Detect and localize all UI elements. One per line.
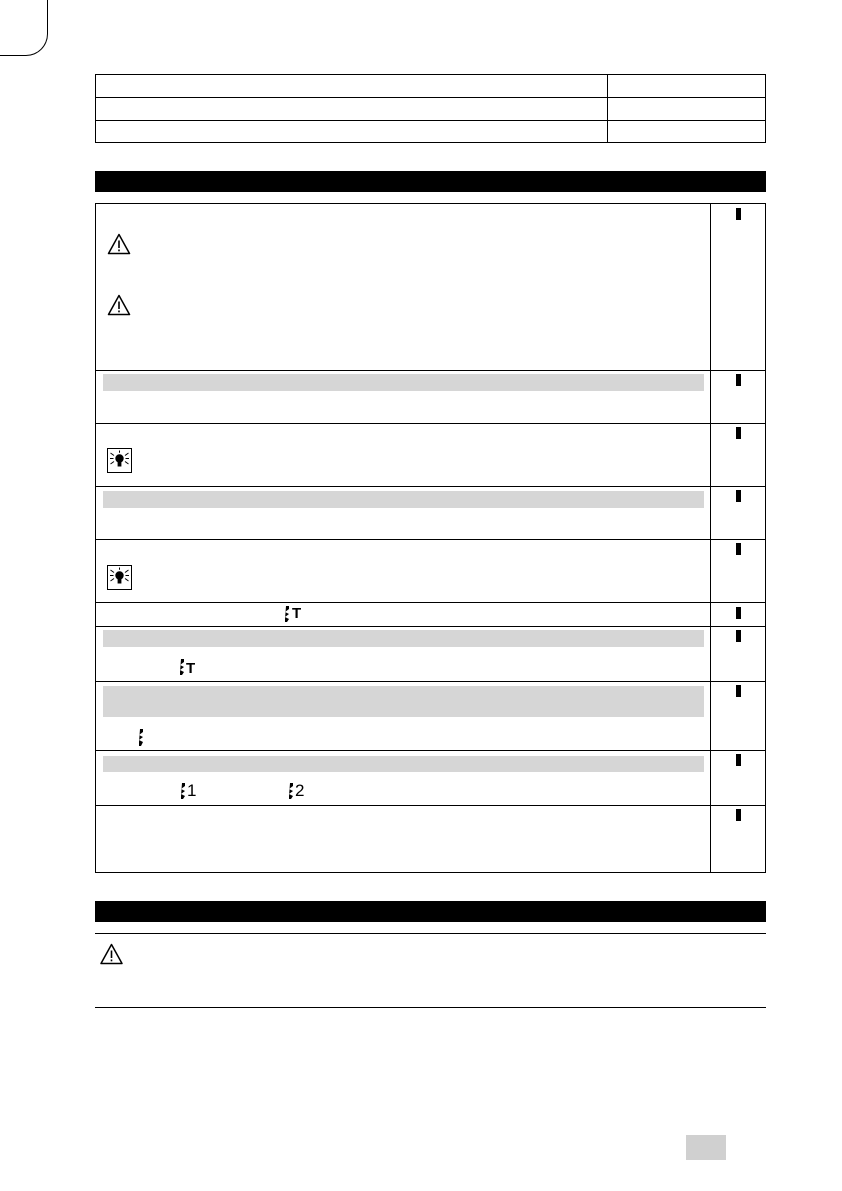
- step-marker: [736, 374, 741, 386]
- crop-mark: [0, 0, 48, 56]
- drill-icon: [283, 606, 291, 622]
- drill-icon: [287, 783, 295, 799]
- step-marker: [736, 809, 741, 821]
- tap-symbol-t: T: [292, 605, 302, 622]
- step-marker: [736, 427, 741, 439]
- drill-icon: [179, 783, 187, 799]
- page-number-box: [686, 1135, 726, 1160]
- highlight-band: [103, 630, 704, 647]
- highlight-band: [103, 686, 704, 717]
- drill-number-1: 1: [187, 781, 197, 800]
- highlight-band: [103, 374, 704, 391]
- tap-symbol-t: T: [186, 660, 196, 677]
- highlight-band: [103, 491, 704, 508]
- step-marker: [736, 685, 741, 697]
- highlight-band: [103, 756, 704, 772]
- warning-icon: [107, 294, 131, 316]
- drill-icon: [137, 729, 145, 747]
- warning-icon: [107, 233, 131, 255]
- section-header-bar: [95, 901, 766, 922]
- step-marker: [736, 543, 741, 555]
- step-marker: [736, 607, 741, 619]
- step-marker: [736, 208, 741, 220]
- step-marker: [736, 754, 741, 766]
- bulb-icon: [107, 448, 132, 473]
- step-marker: [736, 630, 741, 642]
- step-marker: [736, 490, 741, 502]
- warning-icon: [99, 943, 124, 965]
- drill-number-2: 2: [295, 781, 305, 800]
- section-header-bar: [95, 171, 766, 192]
- bulb-icon: [107, 565, 132, 590]
